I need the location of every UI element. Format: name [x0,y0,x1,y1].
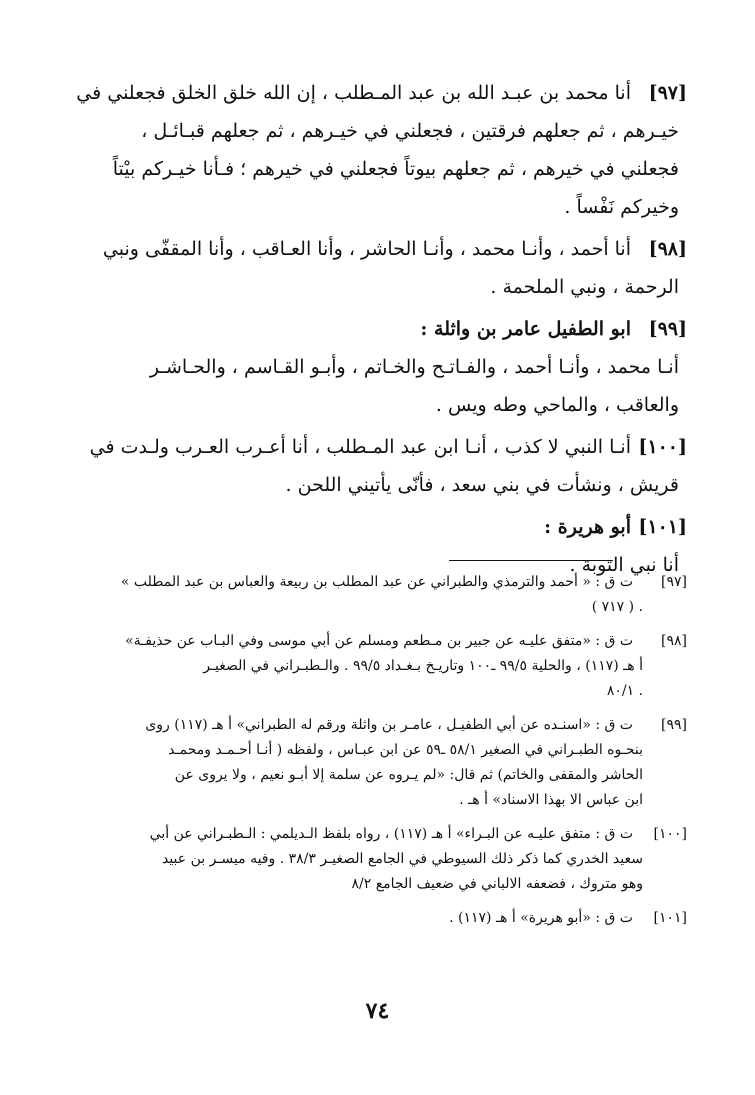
entry-line: أنا محمد بن عبـد الله بن عبد المـطلب ، إن الله خلق الخلق فجعلني في [76,82,631,104]
entry-number: [٩٩] [648,318,687,340]
footnote-divider [449,560,613,561]
footnotes [72,570,687,940]
entry-97 [72,74,687,226]
main-text [72,74,687,588]
entry-number: [٩٧] [648,82,687,104]
footnote-line: . ٨٠/١ [606,683,643,699]
footnote-number: [١٠٠] [653,826,687,842]
entry-number: [١٠٠] [638,436,687,458]
footnote-line: ت ق : « أحمد والترمذي والطبراني عن عبد المطلب بن ربيعة والعباس بن عبد المطلب » [120,574,633,590]
entry-100 [72,428,687,504]
footnote-line: ت ق : متفق عليـه عن البـراء» أ هـ (١١٧) ، رواه بلفظ الـديلمي : الـطبـراني عن أبي [149,826,633,842]
footnote-line: سعيد الخدري كما ذكر ذلك السيوطي في الجامع الصغيـر ٣٨/٣ . وفيه ميسـر بن عبيد [161,851,643,867]
footnote-100 [72,822,687,897]
footnote-number: [١٠١] [653,910,687,926]
footnote-line: ابن عباس الا بهذا الاسناد» أ هـ . [459,792,643,808]
footnote-101 [72,906,687,931]
entry-line: أنـا النبي لا كذب ، أنـا ابن عبد المـطلب ، أنا أعـرب العـرب ولـدت في [89,436,631,458]
footnote-line: . ( ٧١٧ ) [591,599,643,615]
footnote-98 [72,629,687,704]
entry-line: خيـرهم ، ثم جعلهم فرقتين ، فجعلني في خيـرهم ، ثم جعلهم قبـائـل ، [141,120,679,142]
footnote-99 [72,713,687,813]
entry-line: فجعلني في خيرهم ، ثم جعلهم بيوتاً فجعلني في خيرهم ؛ فـأنا خيـركم بيْتاً [112,158,679,180]
entry-number: [١٠١] [638,516,687,538]
entry-line: أنا أحمد ، وأنـا محمد ، وأنـا الحاشر ، وأنا العـاقب ، وأنا المقفّى ونبي [102,238,631,260]
footnote-line: بنحـوه الطبـراني في الصغير ٥٨/١ ـ٥٩ عن ابن عبـاس ، ولفظه ( أنـا أحـمـد ومحمـد [168,742,643,758]
entry-line: وخيركم نَفْساً . [564,196,679,218]
entry-99 [72,310,687,424]
entry-number: [٩٨] [648,238,687,260]
entry-line: قريش ، ونشأت في بني سعد ، فأنّى يأتيني اللحن . [285,474,679,496]
footnote-number: [٩٧] [661,574,687,590]
entry-line: الرحمة ، ونبي الملحمة . [490,276,679,298]
entry-98 [72,230,687,306]
footnote-line: ت ق : «متفق عليـه عن جبير بن مـطعم ومسلم عن أبي موسى وفي البـاب عن حذيفـة» [125,633,633,649]
footnote-97 [72,570,687,620]
footnote-line: ت ق : «اسنـده عن أبي الطفيـل ، عامـر بن واثلة ورقم له الطبراني» أ هـ (١١٧) روى [145,717,633,733]
footnote-line: الحاشر والمقفى والخاتم) ثم قال: «لم يـروه عن سلمة إلا أبـو نعيم ، ولا يروى عن [174,767,643,783]
footnote-number: [٩٩] [661,717,687,733]
entry-line: أنـا محمد ، وأنـا أحمد ، والفـاتـح والخـاتم ، وأبـو القـاسم ، والحـاشـر [149,356,679,378]
entry-narrator: أبو هريرة : [544,516,631,538]
page-number: ٧٤ [365,998,390,1024]
footnote-line: أ هـ (١١٧) ، والحلية ٩٩/٥ ـ١٠٠ وتاريـخ بـغـداد ٩٩/٥ . والـطبـراني في الصغيـر [203,658,643,674]
footnote-line: ت ق : «أبو هريرة» أ هـ (١١٧) . [449,910,633,926]
entry-line: والعاقب ، والماحي وطه ويس . [435,394,679,416]
entry-line: أنا نبي التوبة . [569,554,679,576]
footnote-number: [٩٨] [661,633,687,649]
entry-narrator: ابو الطفيل عامر بن واثلة : [420,318,631,340]
footnote-line: وهو متروك ، فضعفه الالباني في ضعيف الجامع ٨/٢ [351,876,643,892]
